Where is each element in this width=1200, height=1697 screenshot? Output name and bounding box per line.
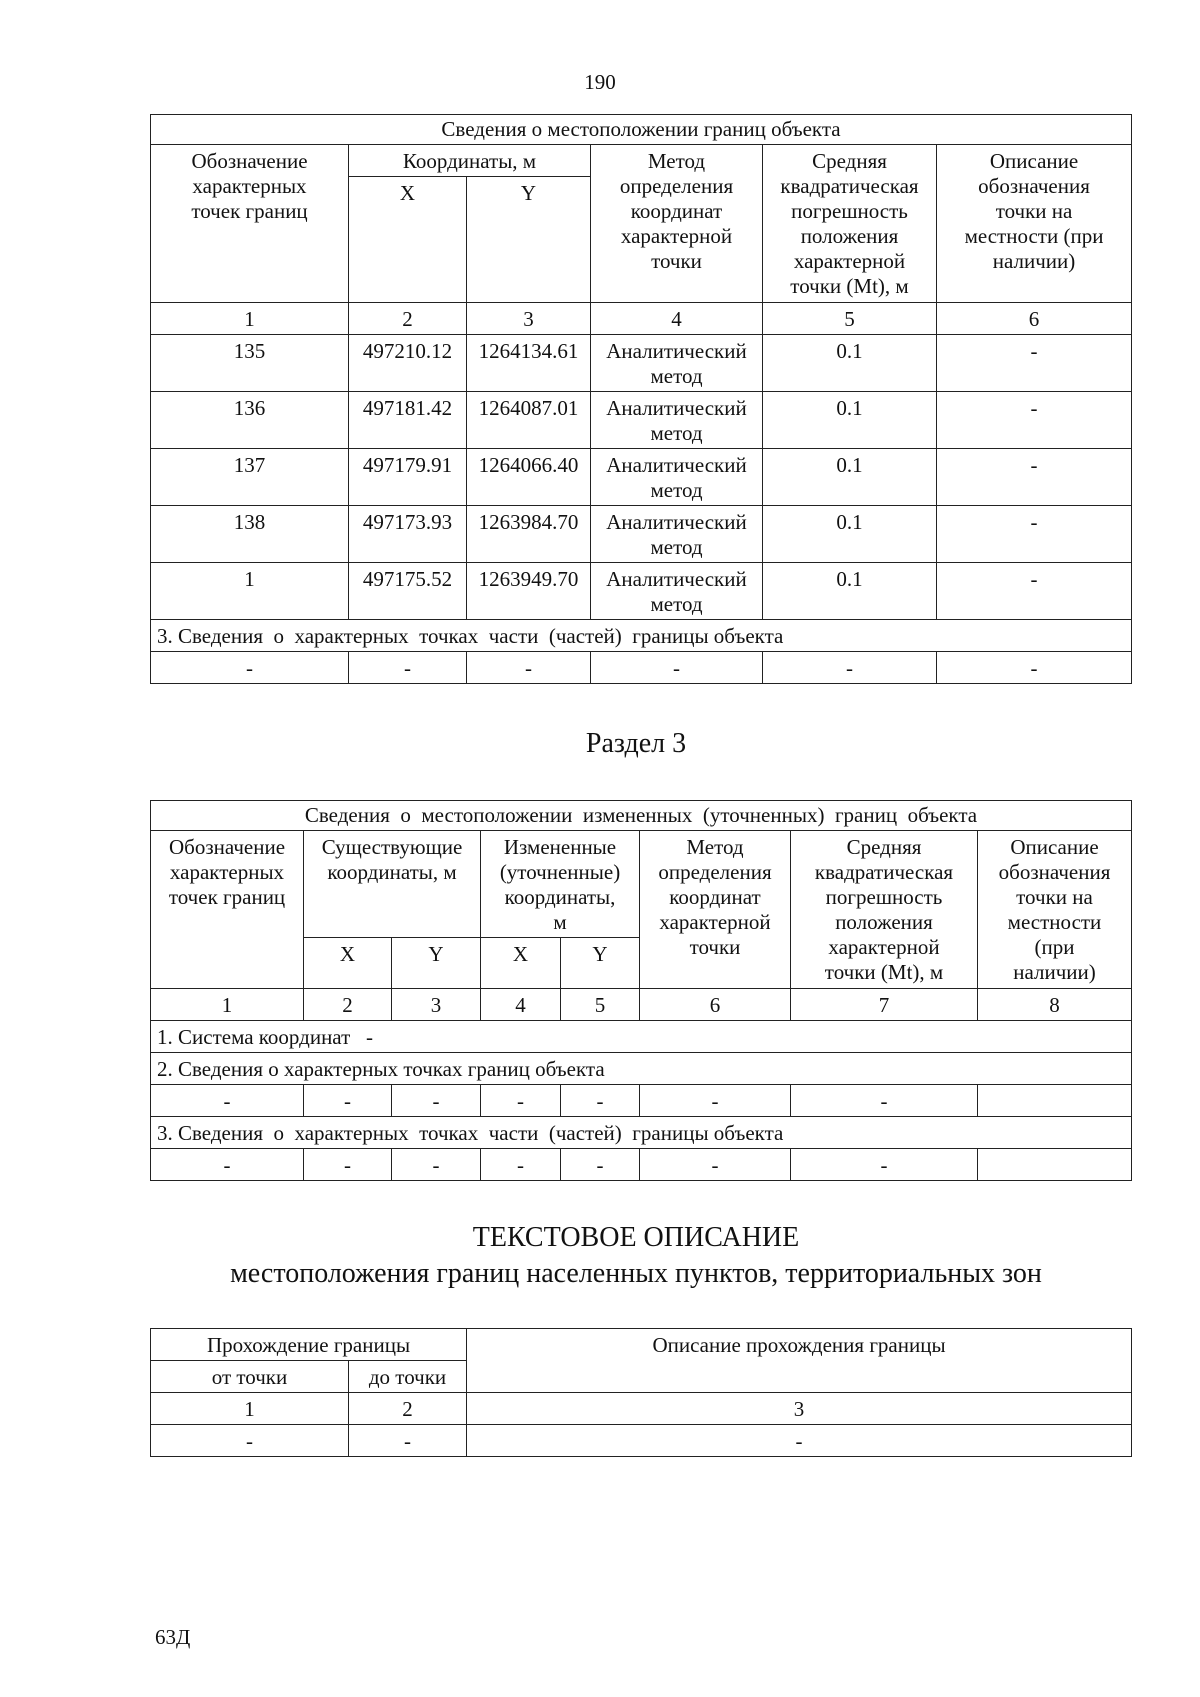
column-number: 2 [349, 303, 467, 335]
coord-x: 497210.12 [349, 335, 467, 392]
empty-cell: - [467, 652, 591, 684]
column-number: 4 [591, 303, 763, 335]
empty-cell [978, 1149, 1132, 1181]
description: - [937, 563, 1132, 620]
description: - [937, 392, 1132, 449]
empty-cell: - [481, 1085, 561, 1117]
table-row [151, 1149, 1132, 1181]
header-point-designation: Обозначение характерных точек границ [151, 831, 304, 989]
header-method: Метод определения координат характерной точки [591, 145, 763, 303]
method: Аналитический метод [591, 392, 763, 449]
empty-cell: - [151, 652, 349, 684]
table-row [151, 563, 1132, 620]
header-point-designation: Обозначение характерных точек границ [151, 145, 349, 303]
header-to-point: до точки [349, 1361, 467, 1393]
empty-cell: - [561, 1085, 640, 1117]
empty-cell: - [392, 1149, 481, 1181]
boundary-passage-table [150, 1328, 1132, 1457]
coord-y: 1263949.70 [467, 563, 591, 620]
empty-cell: - [763, 652, 937, 684]
column-number: 6 [640, 989, 791, 1021]
column-number: 4 [481, 989, 561, 1021]
column-number: 6 [937, 303, 1132, 335]
page-number: 190 [584, 70, 616, 94]
column-number: 3 [467, 1393, 1132, 1425]
table-row [151, 449, 1132, 506]
column-number: 5 [561, 989, 640, 1021]
mean-error: 0.1 [763, 392, 937, 449]
method: Аналитический метод [591, 563, 763, 620]
empty-cell: - [561, 1149, 640, 1181]
column-number: 1 [151, 989, 304, 1021]
mean-error: 0.1 [763, 563, 937, 620]
header-y: Y [392, 938, 481, 989]
empty-cell: - [481, 1149, 561, 1181]
header-method: Метод определения координат характерной точки [640, 831, 791, 989]
header-x: X [349, 177, 467, 303]
table-row [151, 1425, 1132, 1457]
header-passage-description: Описание прохождения границы [467, 1329, 1132, 1393]
column-number: 7 [791, 989, 978, 1021]
description: - [937, 449, 1132, 506]
empty-cell: - [791, 1149, 978, 1181]
column-number: 1 [151, 1393, 349, 1425]
mean-error: 0.1 [763, 335, 937, 392]
coord-x: 497175.52 [349, 563, 467, 620]
column-number: 3 [467, 303, 591, 335]
mean-error: 0.1 [763, 449, 937, 506]
coord-x: 497173.93 [349, 506, 467, 563]
changed-boundary-table [150, 800, 1132, 1181]
empty-cell: - [349, 1425, 467, 1457]
section-title: Раздел 3 [585, 728, 687, 759]
point-id: 137 [151, 449, 349, 506]
header-coordinates: Координаты, м [349, 145, 591, 177]
method: Аналитический метод [591, 335, 763, 392]
column-number: 5 [763, 303, 937, 335]
empty-cell: - [304, 1149, 392, 1181]
empty-cell: - [467, 1425, 1132, 1457]
coord-y: 1264087.01 [467, 392, 591, 449]
header-mean-error: Средняя квадратическая погрешность положения характерной точки (Mt), м [763, 145, 937, 303]
point-id: 1 [151, 563, 349, 620]
header-description: Описание обозначения точки на местности (при наличии) [978, 831, 1132, 989]
table1-title: Сведения о местоположении границ объекта [151, 115, 1132, 145]
text-description-title: ТЕКСТОВОЕ ОПИСАНИЕ [472, 1222, 800, 1253]
table-row [151, 1085, 1132, 1117]
empty-cell: - [937, 652, 1132, 684]
empty-cell: - [151, 1085, 304, 1117]
coord-x: 497181.42 [349, 392, 467, 449]
empty-cell: - [151, 1149, 304, 1181]
header-mean-error: Средняя квадратическая погрешность положения характерной точки (Mt), м [791, 831, 978, 989]
header-y: Y [561, 938, 640, 989]
description: - [937, 506, 1132, 563]
part-boundary-section: 3. Сведения о характерных точках части (частей) границы объекта [151, 1117, 1132, 1149]
table-row [151, 652, 1132, 684]
empty-cell: - [640, 1149, 791, 1181]
header-y: Y [467, 177, 591, 303]
boundary-points-section: 2. Сведения о характерных точках границ объекта [151, 1053, 1132, 1085]
description: - [937, 335, 1132, 392]
empty-cell: - [640, 1085, 791, 1117]
footer-code: 63Д [155, 1625, 191, 1649]
header-from-point: от точки [151, 1361, 349, 1393]
column-number: 3 [392, 989, 481, 1021]
empty-cell: - [151, 1425, 349, 1457]
point-id: 136 [151, 392, 349, 449]
point-id: 135 [151, 335, 349, 392]
mean-error: 0.1 [763, 506, 937, 563]
point-id: 138 [151, 506, 349, 563]
table-row [151, 335, 1132, 392]
boundary-location-table [150, 114, 1132, 684]
coord-x: 497179.91 [349, 449, 467, 506]
header-x: X [304, 938, 392, 989]
method: Аналитический метод [591, 506, 763, 563]
column-number: 2 [349, 1393, 467, 1425]
text-description-subtitle: местоположения границ населенных пунктов, территориальных зон [230, 1258, 1042, 1289]
header-boundary-passage: Прохождение границы [151, 1329, 467, 1361]
empty-cell [978, 1085, 1132, 1117]
method: Аналитический метод [591, 449, 763, 506]
empty-cell: - [791, 1085, 978, 1117]
column-number: 8 [978, 989, 1132, 1021]
table-row [151, 392, 1132, 449]
empty-cell: - [349, 652, 467, 684]
part-boundary-section: 3. Сведения о характерных точках части (частей) границы объекта [151, 620, 1132, 652]
empty-cell: - [304, 1085, 392, 1117]
empty-cell: - [591, 652, 763, 684]
column-number: 1 [151, 303, 349, 335]
coordinate-system-section: 1. Система координат - [151, 1021, 1132, 1053]
table2-title: Сведения о местоположении измененных (уточненных) границ объекта [151, 801, 1132, 831]
coord-y: 1263984.70 [467, 506, 591, 563]
header-description: Описание обозначения точки на местности (при наличии) [937, 145, 1132, 303]
coord-y: 1264134.61 [467, 335, 591, 392]
header-x: X [481, 938, 561, 989]
coord-y: 1264066.40 [467, 449, 591, 506]
empty-cell: - [392, 1085, 481, 1117]
column-number: 2 [304, 989, 392, 1021]
table-row [151, 506, 1132, 563]
header-changed-coordinates: Измененные (уточненные) координаты, м [481, 831, 640, 938]
header-existing-coordinates: Существующие координаты, м [304, 831, 481, 938]
